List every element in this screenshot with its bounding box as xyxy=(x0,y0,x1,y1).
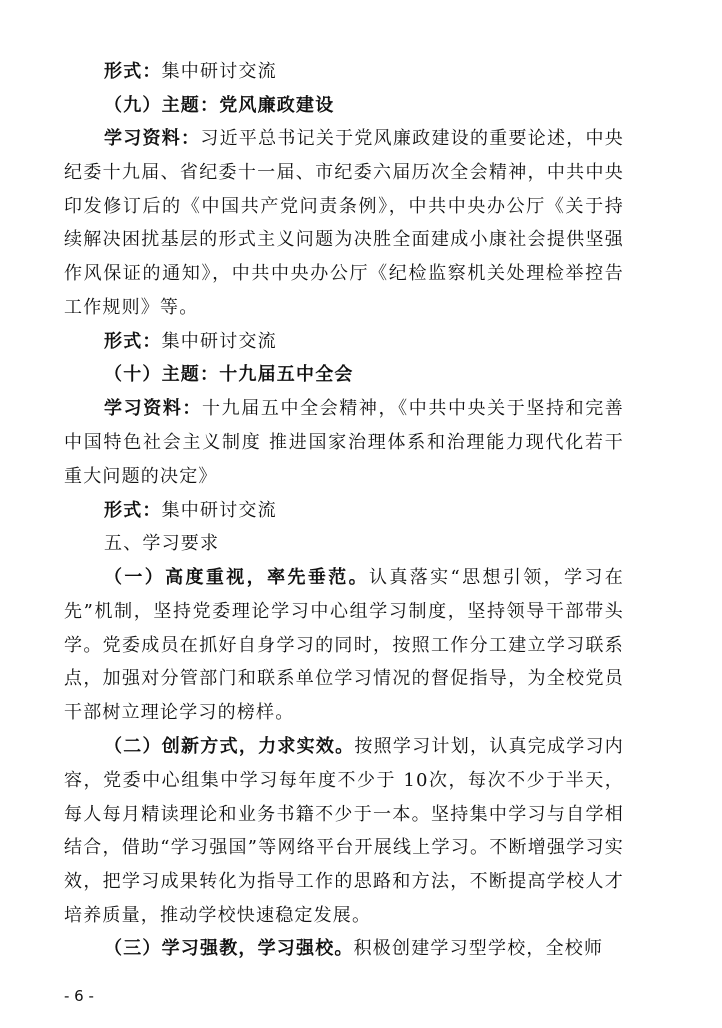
materials-paragraph-9 xyxy=(64,122,624,325)
requirement-text: 积极创建学习型学校，全校师 xyxy=(353,938,604,959)
requirement-text: 认真落实“思想引领，学习在先”机制，坚持党委理论学习中心组学习制度，坚持领导干部带头学。党委成员在抓好自身学习的同时，按照工作分工建立学习联系点，加强对分管部门和联系单位学习情况的督促指导，为全校党员干部树立理论学习的榜样。 xyxy=(64,567,624,724)
form-line-3 xyxy=(104,494,624,528)
requirement-paragraph-3 xyxy=(64,932,624,966)
requirement-label: （三）学习强教，学习强校。 xyxy=(104,938,354,959)
form-line-2 xyxy=(104,325,624,359)
requirement-label: （一）高度重视，率先垂范。 xyxy=(104,567,369,588)
page-number: - 6 - xyxy=(64,987,94,1005)
form-line-1 xyxy=(104,55,624,89)
materials-label: 学习资料： xyxy=(104,128,201,149)
form-text: 集中研讨交流 xyxy=(161,61,277,82)
form-label: 形式： xyxy=(104,331,162,352)
section-heading: 五、学习要求 xyxy=(104,533,220,554)
topic-heading-10: （十）主题：十九届五中全会 xyxy=(104,364,354,385)
materials-paragraph-10 xyxy=(64,392,624,493)
topic-heading-9: （九）主题：党风廉政建设 xyxy=(104,95,335,116)
form-label: 形式： xyxy=(104,61,162,82)
form-label: 形式： xyxy=(104,500,162,521)
requirement-paragraph-1 xyxy=(64,561,624,730)
form-text: 集中研讨交流 xyxy=(161,331,277,352)
requirement-text: 按照学习计划，认真完成学习内容，党委中心组集中学习每年度不少于 10次，每次不少于半天，每人每月精读理论和业务书籍不少于一本。坚持集中学习与自学相结合，借助“学习强国”等网络平台开展线上学习。不断增强学习实效，把学习成果转化为指导工作的思路和方法，不断提高学校人才培养质量，推动学校快速稳定发展。 xyxy=(64,736,624,926)
requirement-label: （二）创新方式，力求实效。 xyxy=(104,736,355,757)
requirement-paragraph-2 xyxy=(64,730,624,933)
materials-text: 习近平总书记关于党风廉政建设的重要论述，中央纪委十九届、省纪委十一届、市纪委六届历次全会精神，中共中央印发修订后的《中国共产党问责条例》，中共中央办公厅《关于持续解决困扰基层的形式主义问题为决胜全面建成小康社会提供坚强作风保证的通知》，中共中央办公厅《纪检监察机关处理检举控告工作规则》等。 xyxy=(64,128,624,318)
materials-label: 学习资料： xyxy=(104,398,203,419)
form-text: 集中研讨交流 xyxy=(161,500,277,521)
materials-text: 十九届五中全会精神，《中共中央关于坚持和完善中国特色社会主义制度 推进国家治理体系和治理能力现代化若干重大问题的决定》 xyxy=(64,398,625,487)
